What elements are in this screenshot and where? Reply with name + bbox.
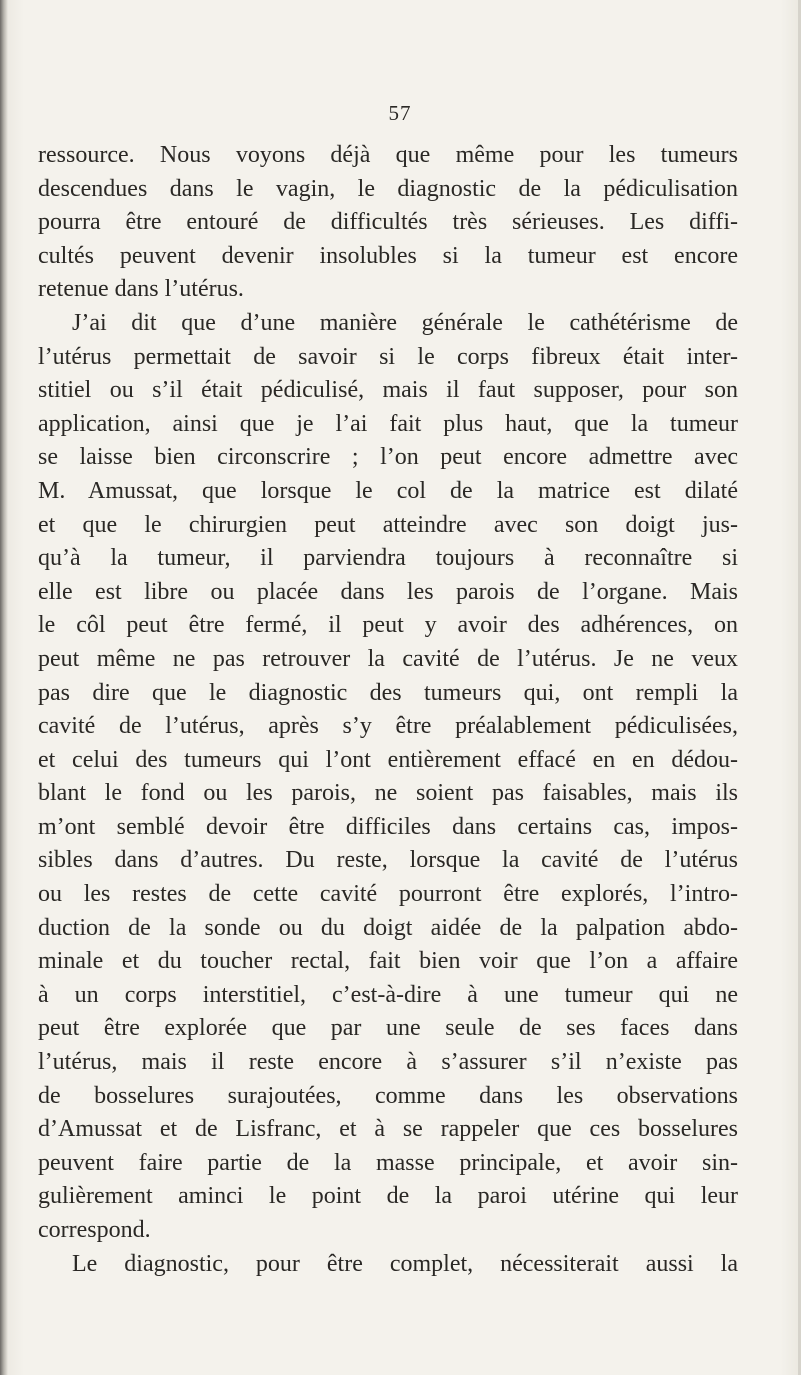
text-line: et celui des tumeurs qui l’ont entièrement effacé en en dédou- bbox=[38, 746, 738, 773]
text-line: elle est libre ou placée dans les parois de l’organe. Mais bbox=[38, 578, 738, 605]
text-line: se laisse bien circonscrire ; l’on peut encore admettre avec bbox=[38, 444, 738, 471]
text-line: pourra être entouré de difficultés très sérieuses. Les diffi- bbox=[38, 209, 738, 236]
text-line: de bosselures surajoutées, comme dans les observations bbox=[38, 1082, 738, 1109]
text-line: duction de la sonde ou du doigt aidée de la palpation abdo- bbox=[38, 914, 738, 941]
text-line: d’Amussat et de Lisfranc, et à se rappeler que ces bosselures bbox=[38, 1116, 738, 1143]
text-line: qu’à la tumeur, il parviendra toujours à reconnaître si bbox=[38, 545, 738, 572]
text-line: à un corps interstitiel, c’est-à-dire à une tumeur qui ne bbox=[38, 981, 738, 1008]
text-line: sibles dans d’autres. Du reste, lorsque la cavité de l’utérus bbox=[38, 847, 738, 874]
text-line: peut être explorée que par une seule de ses faces dans bbox=[38, 1015, 738, 1042]
text-line: l’utérus permettait de savoir si le corps fibreux était inter- bbox=[38, 343, 738, 370]
text-line: peuvent faire partie de la masse principale, et avoir sin- bbox=[38, 1149, 738, 1176]
text-line: application, ainsi que je l’ai fait plus haut, que la tumeur bbox=[38, 410, 738, 437]
text-line: ou les restes de cette cavité pourront être explorés, l’intro- bbox=[38, 881, 738, 908]
text-line: Le diagnostic, pour être complet, nécessiterait aussi la bbox=[72, 1250, 738, 1277]
text-line: le côl peut être fermé, il peut y avoir des adhérences, on bbox=[38, 612, 738, 639]
text-line: gulièrement aminci le point de la paroi utérine qui leur bbox=[38, 1183, 738, 1210]
text-line: M. Amussat, que lorsque le col de la matrice est dilaté bbox=[38, 477, 738, 504]
binding-shadow bbox=[0, 0, 8, 1375]
text-line: minale et du toucher rectal, fait bien voir que l’on a affaire bbox=[38, 948, 738, 975]
text-line: stitiel ou s’il était pédiculisé, mais il faut supposer, pour son bbox=[38, 377, 738, 404]
text-line: et que le chirurgien peut atteindre avec son doigt jus- bbox=[38, 511, 738, 538]
text-line: pas dire que le diagnostic des tumeurs qui, ont rempli la bbox=[38, 679, 738, 706]
text-line: retenue dans l’utérus. bbox=[38, 276, 244, 303]
text-line: ressource. Nous voyons déjà que même pour les tumeurs bbox=[38, 142, 738, 168]
text-line: l’utérus, mais il reste encore à s’assurer s’il n’existe pas bbox=[38, 1049, 738, 1076]
text-line: cavité de l’utérus, après s’y être préalablement pédiculisées, bbox=[38, 713, 738, 740]
text-line: correspond. bbox=[38, 1217, 151, 1243]
text-line: blant le fond ou les parois, ne soient pas faisables, mais ils bbox=[38, 780, 738, 807]
text-line: cultés peuvent devenir insolubles si la tumeur est encore bbox=[38, 242, 738, 269]
text-line: peut même ne pas retrouver la cavité de l’utérus. Je ne veux bbox=[38, 645, 738, 672]
text-line: descendues dans le vagin, le diagnostic de la pédiculisation bbox=[38, 175, 738, 202]
page-number: 57 bbox=[388, 101, 412, 125]
body-text bbox=[38, 139, 738, 1281]
text-line: m’ont semblé devoir être difficiles dans certains cas, impos- bbox=[38, 813, 738, 840]
text-line: J’ai dit que d’une manière générale le cathétérisme de bbox=[72, 309, 738, 336]
